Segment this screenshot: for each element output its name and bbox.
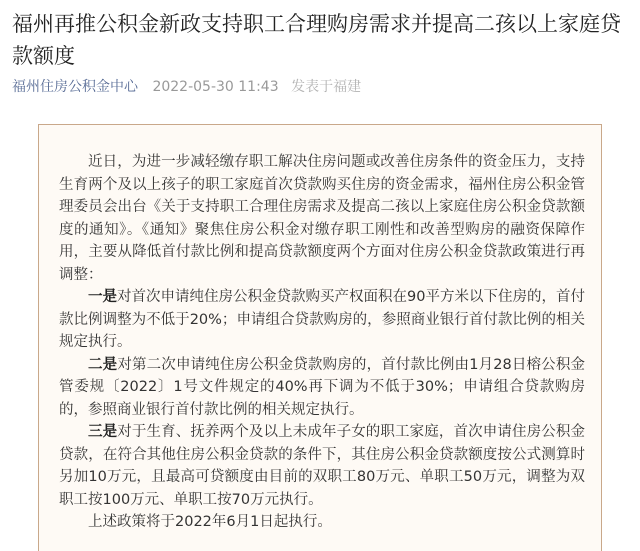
policy-item-2-text: 对第二次申请纯住房公积金贷款购房的，首付款比例由1月28日榕公积金管委规〔2022〕1号文件规定的40%再下调为不低于30%；申请组合贷款购房的，参照商业银行首付款比例的相关规定执行。	[59, 356, 585, 418]
policy-item-2	[59, 354, 585, 422]
intro-text: 近日，为进一步减轻缴存职工解决住房问题或改善住房条件的资金压力，支持生育两个及以上孩子的职工家庭首次贷款购买住房的资金需求，福州住房公积金管理委员会出台《关于支持职工合理住房需求及提高二孩以上家庭住房公积金贷款额度的通知》。《通知》聚焦住房公积金对缴存职工刚性和改善型购房的融资保障作用，主要从降低首付款比例和提高贷款额度两个方面对住房公积金贷款政策进行再调整：	[59, 154, 585, 283]
article-body	[59, 151, 585, 534]
article-title: 福州再推公积金新政支持职工合理购房需求并提高二孩以上家庭贷款额度	[12, 12, 621, 68]
policy-item-3-text: 对于生育、抚养两个及以上未成年子女的职工家庭，首次申请住房公积金贷款，在符合其他住房公积金贷款的条件下，其住房公积金贷款额度按公式测算时另加10万元，且最高可贷额度由目前的双职工80万元、单职工50万元，调整为双职工按100万元、单职工按70万元执行。	[59, 424, 586, 508]
closing-paragraph	[59, 511, 585, 534]
policy-item-1	[59, 286, 585, 354]
article-meta	[12, 78, 361, 96]
content-card	[38, 124, 602, 551]
policy-item-2-label: 二是	[88, 356, 118, 373]
intro-paragraph	[59, 151, 585, 286]
account-name-link[interactable]: 福州住房公积金中心	[12, 79, 138, 95]
policy-item-3-label: 三是	[88, 424, 118, 440]
publish-time: 2022-05-30 11:43	[152, 79, 279, 95]
policy-item-3	[59, 421, 585, 511]
policy-item-1-text: 对首次申请纯住房公积金贷款购买产权面积在90平方米以下住房的，首付款比例调整为不低于20%；申请组合贷款购房的，参照商业银行首付款比例的相关规定执行。	[59, 289, 586, 350]
publish-location: 发表于福建	[291, 79, 362, 95]
closing-text: 上述政策将于2022年6月1日起执行。	[88, 514, 332, 530]
policy-item-1-label: 一是	[88, 289, 118, 305]
